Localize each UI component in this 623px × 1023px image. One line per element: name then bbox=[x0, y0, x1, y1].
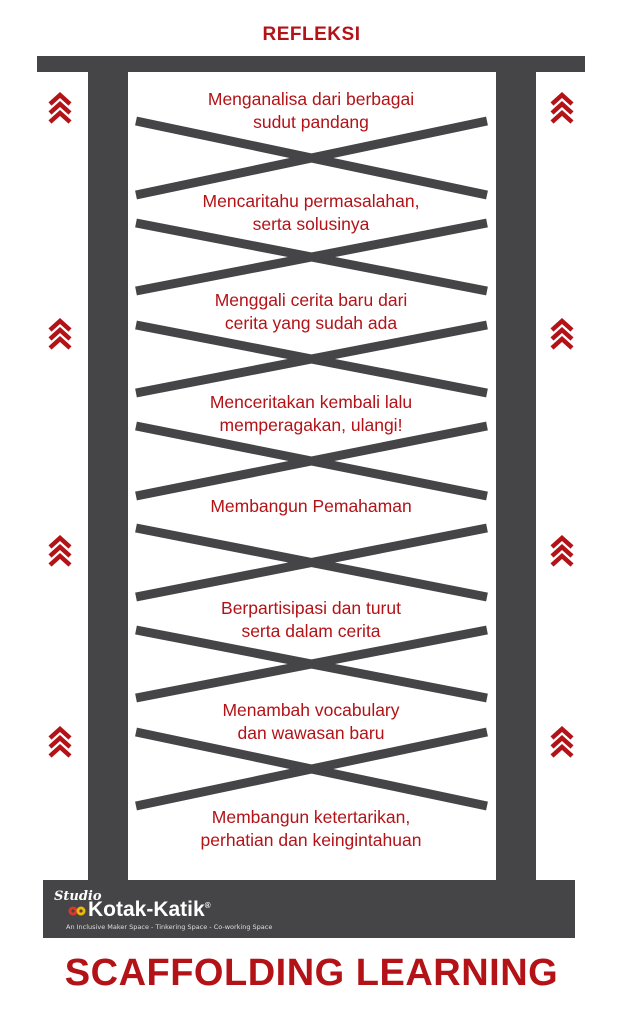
left-up-arrow-icon-3 bbox=[50, 538, 70, 565]
step-label-1: Menganalisa dari berbagai sudut pandang bbox=[207, 89, 415, 132]
left-up-arrow-icon-2 bbox=[50, 321, 70, 348]
step-label-6: Berpartisipasi dan turut serta dalam cerita bbox=[221, 598, 401, 641]
right-post bbox=[496, 70, 536, 882]
top-beam bbox=[37, 56, 585, 72]
logo-tagline: An Inclusive Maker Space - Tinkering Space - Co-working Space bbox=[66, 923, 273, 931]
left-up-arrow-icon-4 bbox=[50, 729, 70, 756]
step-label-2: Mencaritahu permasalahan, serta solusinya bbox=[202, 191, 420, 234]
diagram-bottom-title: SCAFFOLDING LEARNING bbox=[64, 952, 559, 994]
step-label-3: Menggali cerita baru dari cerita yang sudah ada bbox=[214, 290, 408, 333]
right-up-arrow-icon-2 bbox=[552, 321, 572, 348]
step-label-8: Membangun ketertarikan, perhatian dan keingintahuan bbox=[200, 807, 422, 850]
left-post bbox=[88, 70, 128, 882]
right-up-arrow-icon-4 bbox=[552, 729, 572, 756]
right-up-arrow-icon-3 bbox=[552, 538, 572, 565]
studio-logo bbox=[48, 885, 308, 935]
right-up-arrow-icon-1 bbox=[552, 95, 572, 122]
step-label-7: Menambah vocabulary dan wawasan baru bbox=[222, 700, 400, 743]
gears-icon bbox=[68, 905, 88, 917]
step-label-4: Menceritakan kembali lalu memperagakan, ulangi! bbox=[209, 392, 413, 435]
left-up-arrow-icon-1 bbox=[50, 95, 70, 122]
logo-studio-text: Studio bbox=[54, 889, 102, 904]
step-label-5: Membangun Pemahaman bbox=[210, 496, 412, 516]
diagram-top-title: REFLEKSI bbox=[262, 24, 361, 45]
logo-name: Kotak-Katik® bbox=[88, 898, 211, 921]
